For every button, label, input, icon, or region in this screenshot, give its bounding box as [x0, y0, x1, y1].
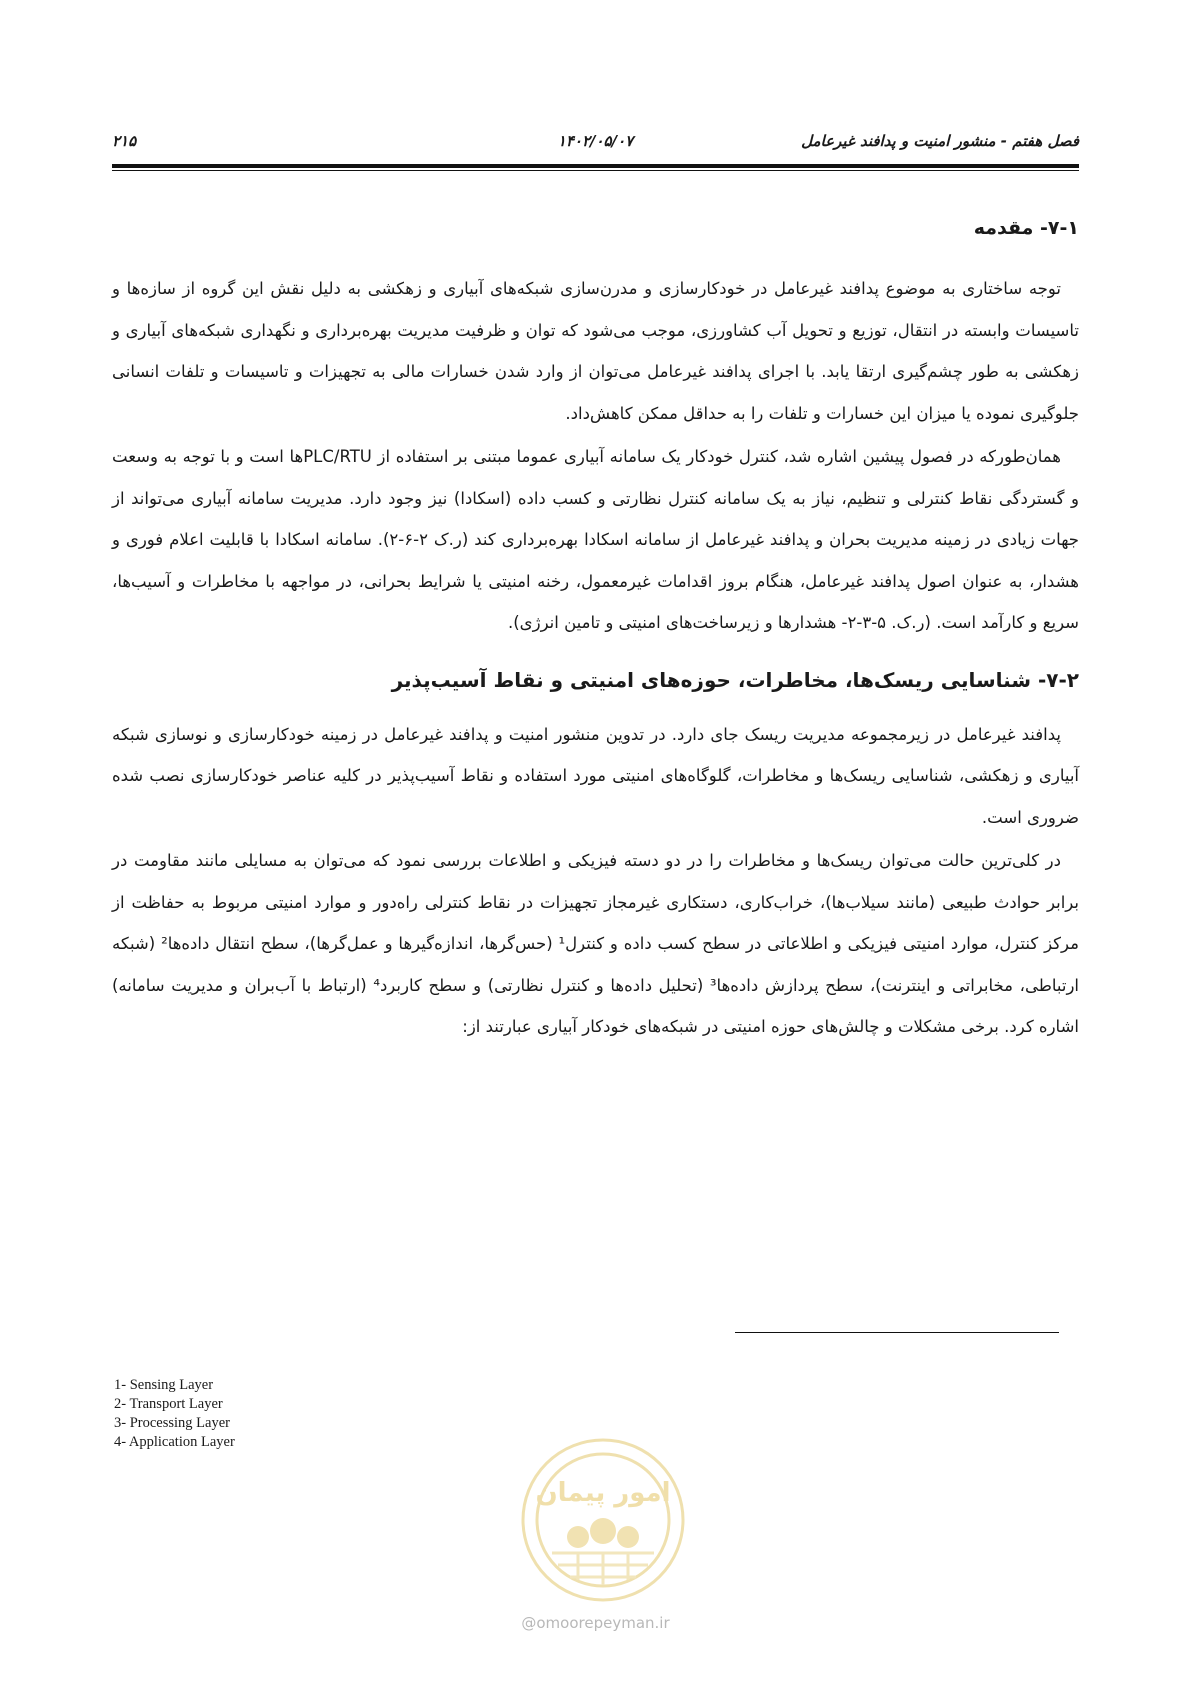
running-header — [112, 128, 1079, 158]
paragraph: پدافند غیرعامل در زیرمجموعه مدیریت ریسک جای دارد. در تدوین منشور امنیت و پدافند غیرعامل در زمینه خودکارسازی و نوسازی شبکه آبیاری و زهکشی، شناسایی ریسک‌ها و مخاطرات، گلوگاه‌های امنیتی مورد استفاده و نقاط آسیب‌پذیر در کلیه عناصر خودکارسازی نصب شده ضروری است. — [112, 724, 1079, 827]
header-date: ۱۴۰۲/۰۵/۰۷ — [557, 132, 634, 150]
footnote-item: 4- Application Layer — [114, 1434, 235, 1450]
paragraph: همان‌طورکه در فصول پیشین اشاره شد، کنترل خودکار یک سامانه آبیاری عموما مبتنی بر استفاده از PLC/RTUها است و با توجه به وسعت و گستردگی نقاط کنترلی و تنظیم، نیاز به یک سامانه کنترل نظارتی و کسب داده (اسکادا) نیز وجود دارد. مدیریت سامانه آبیاری می‌تواند از جهات زیادی در زمینه مدیریت بحران و پدافند غیرعامل از سامانه اسکادا بهره‌برداری کند (ر.ک ۲-۶-۲). سامانه اسکادا با قابلیت اعلام فوری و هشدار، به عنوان اصول پدافند غیرعامل، هنگام بروز اقدامات غیرمعمول، رخنه امنیتی یا شرایط بحرانی، در مواجهه با مخاطرات و آسیب‌ها، سریع و کارآمد است. (ر.ک. ۵-۳-۲- هشدارها و زیرساخت‌های امنیتی و تامین انرژی). — [112, 447, 1079, 632]
chapter-title: فصل هفتم - منشور امنیت و پدافند غیرعامل — [801, 132, 1079, 150]
page-number: ۲۱۵ — [112, 132, 137, 150]
section-heading-introduction: ۷-۱- مقدمه — [973, 217, 1079, 239]
body-content — [112, 212, 1079, 1048]
footnote-item: 3- Processing Layer — [114, 1415, 230, 1431]
header-rule-thin — [112, 170, 1079, 171]
watermark-site: @omoorepeyman.ir — [521, 1614, 670, 1632]
paragraph: در کلی‌ترین حالت می‌توان ریسک‌ها و مخاطرات را در دو دسته فیزیکی و اطلاعات بررسی نمود که می‌توان به مسایلی مانند مقاومت در برابر حوادث طبیعی (مانند سیلاب‌ها)، خراب‌کاری، دستکاری غیرمجاز تجهیزات در نقاط کنترلی راه‌دور و موارد امنیتی مربوط به حفاظت از مرکز کنترل، موارد امنیتی فیزیکی و اطلاعاتی در سطح کسب داده و کنترل¹ (حس‌گرها، اندازه‌گیرها و عمل‌گرها)، سطح انتقال داده‌ها² (شبکه ارتباطی، مخابراتی و اینترنت)، سطح پردازش داده‌ها³ (تحلیل داده‌ها و کنترل نظارتی) و سطح کاربرد⁴ (ارتباط با آب‌بران و مدیریت سامانه) اشاره کرد. برخی مشکلات و چالش‌های حوزه امنیتی در شبکه‌های خودکار آبیاری عبارتند از: — [112, 851, 1079, 1036]
section-heading-risk-identification: ۷-۲- شناسایی ریسک‌ها، مخاطرات، حوزه‌های امنیتی و نقاط آسیب‌پذیر — [391, 667, 1079, 692]
footnote-item: 1- Sensing Layer — [114, 1377, 214, 1393]
footnote-item: 2- Transport Layer — [114, 1396, 223, 1412]
footnote-separator — [735, 1332, 1059, 1333]
watermark-logo — [518, 1435, 688, 1605]
watermark-logo-text: امور پیمان — [535, 1478, 671, 1508]
header-rule — [112, 164, 1079, 168]
footnotes — [114, 1376, 235, 1452]
paragraph: توجه ساختاری به موضوع پدافند غیرعامل در خودکارسازی و مدرن‌سازی شبکه‌های آبیاری و زهکشی به دلیل نقش این گروه از سازه‌ها و تاسیسات وابسته در انتقال، توزیع و تحویل آب کشاورزی، موجب می‌شود که توان و ظرفیت مدیریت بهره‌برداری و نگهداری شبکه‌های آبیاری و زهکشی به طور چشم‌گیری ارتقا یابد. با اجرای پدافند غیرعامل می‌توان از وارد شدن خسارات مالی به تجهیزات و تاسیسات و تلفات انسانی جلوگیری نموده یا میزان این خسارات و تلفات را به حداقل ممکن کاهش‌داد. — [112, 279, 1079, 423]
